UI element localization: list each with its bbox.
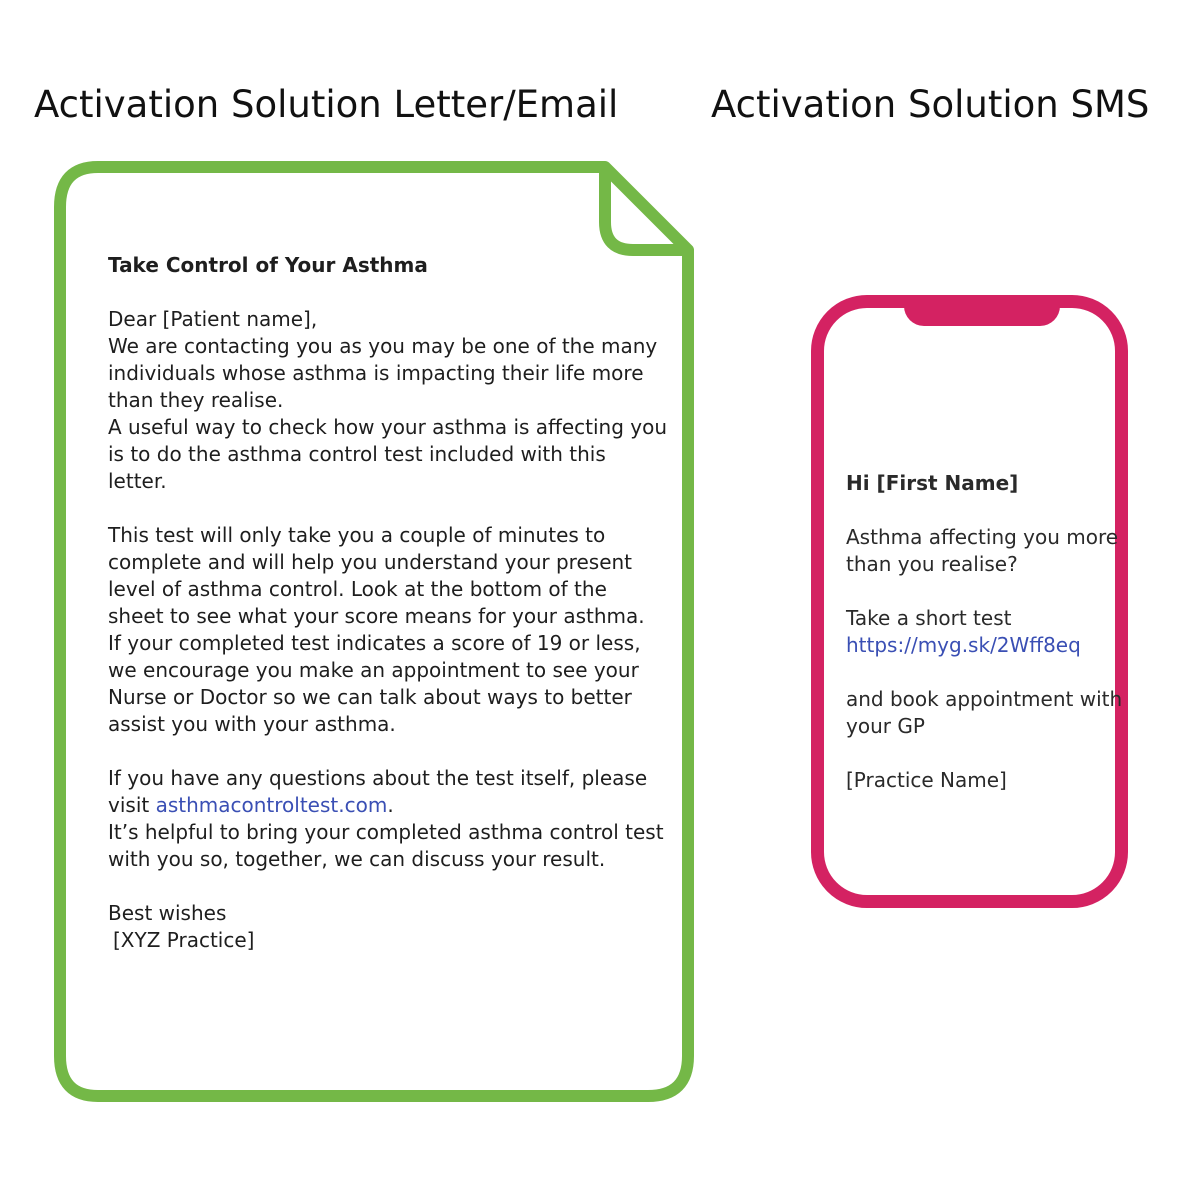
sms-book-appointment: and book appointment with your GP	[846, 687, 1123, 738]
letter-paragraph-3: This test will only take you a couple of minutes to complete and will help you understand your present level of asthma control. Look at the bottom of the sheet to see what your score means for your asthma.	[108, 523, 645, 628]
sms-practice-name: [Practice Name]	[846, 768, 1007, 792]
sms-message	[846, 470, 1126, 794]
letter-paragraph-5	[108, 765, 668, 819]
letter-title: Take Control of Your Asthma	[108, 253, 428, 277]
sms-heading: Activation Solution SMS	[711, 83, 1150, 126]
asthma-control-test-link[interactable]: asthmacontroltest.com	[155, 793, 388, 817]
letter-heading: Activation Solution Letter/Email	[34, 83, 619, 126]
phone-frame	[811, 295, 1128, 908]
sms-call-to-action: Take a short test	[846, 606, 1012, 630]
letter-paragraph-5-period: .	[387, 793, 394, 817]
letter-signoff: Best wishes	[108, 901, 227, 925]
letter-body	[108, 252, 668, 954]
sms-test-link[interactable]: https://myg.sk/2Wff8eq	[846, 633, 1081, 657]
phone-notch	[904, 306, 1060, 326]
letter-practice-name: [XYZ Practice]	[113, 928, 255, 952]
letter-paragraph-1: We are contacting you as you may be one of the many individuals whose asthma is impacting their life more than they realise.	[108, 334, 658, 412]
letter-paragraph-6: It’s helpful to bring your completed asthma control test with you so, together, we can discuss your result.	[108, 820, 664, 871]
letter-paragraph-4: If your completed test indicates a score of 19 or less, we encourage you make an appointment to see your Nurse or Doctor so we can talk about ways to better assist you with your asthma.	[108, 631, 641, 736]
sms-question: Asthma affecting you more than you realise?	[846, 525, 1119, 576]
sms-greeting: Hi [First Name]	[846, 471, 1019, 495]
letter-paragraph-5-text: If you have any questions about the test itself, please visit	[108, 766, 648, 817]
letter-greeting: Dear [Patient name],	[108, 307, 318, 331]
letter-paragraph-2: A useful way to check how your asthma is affecting you is to do the asthma control test included with this letter.	[108, 415, 668, 493]
